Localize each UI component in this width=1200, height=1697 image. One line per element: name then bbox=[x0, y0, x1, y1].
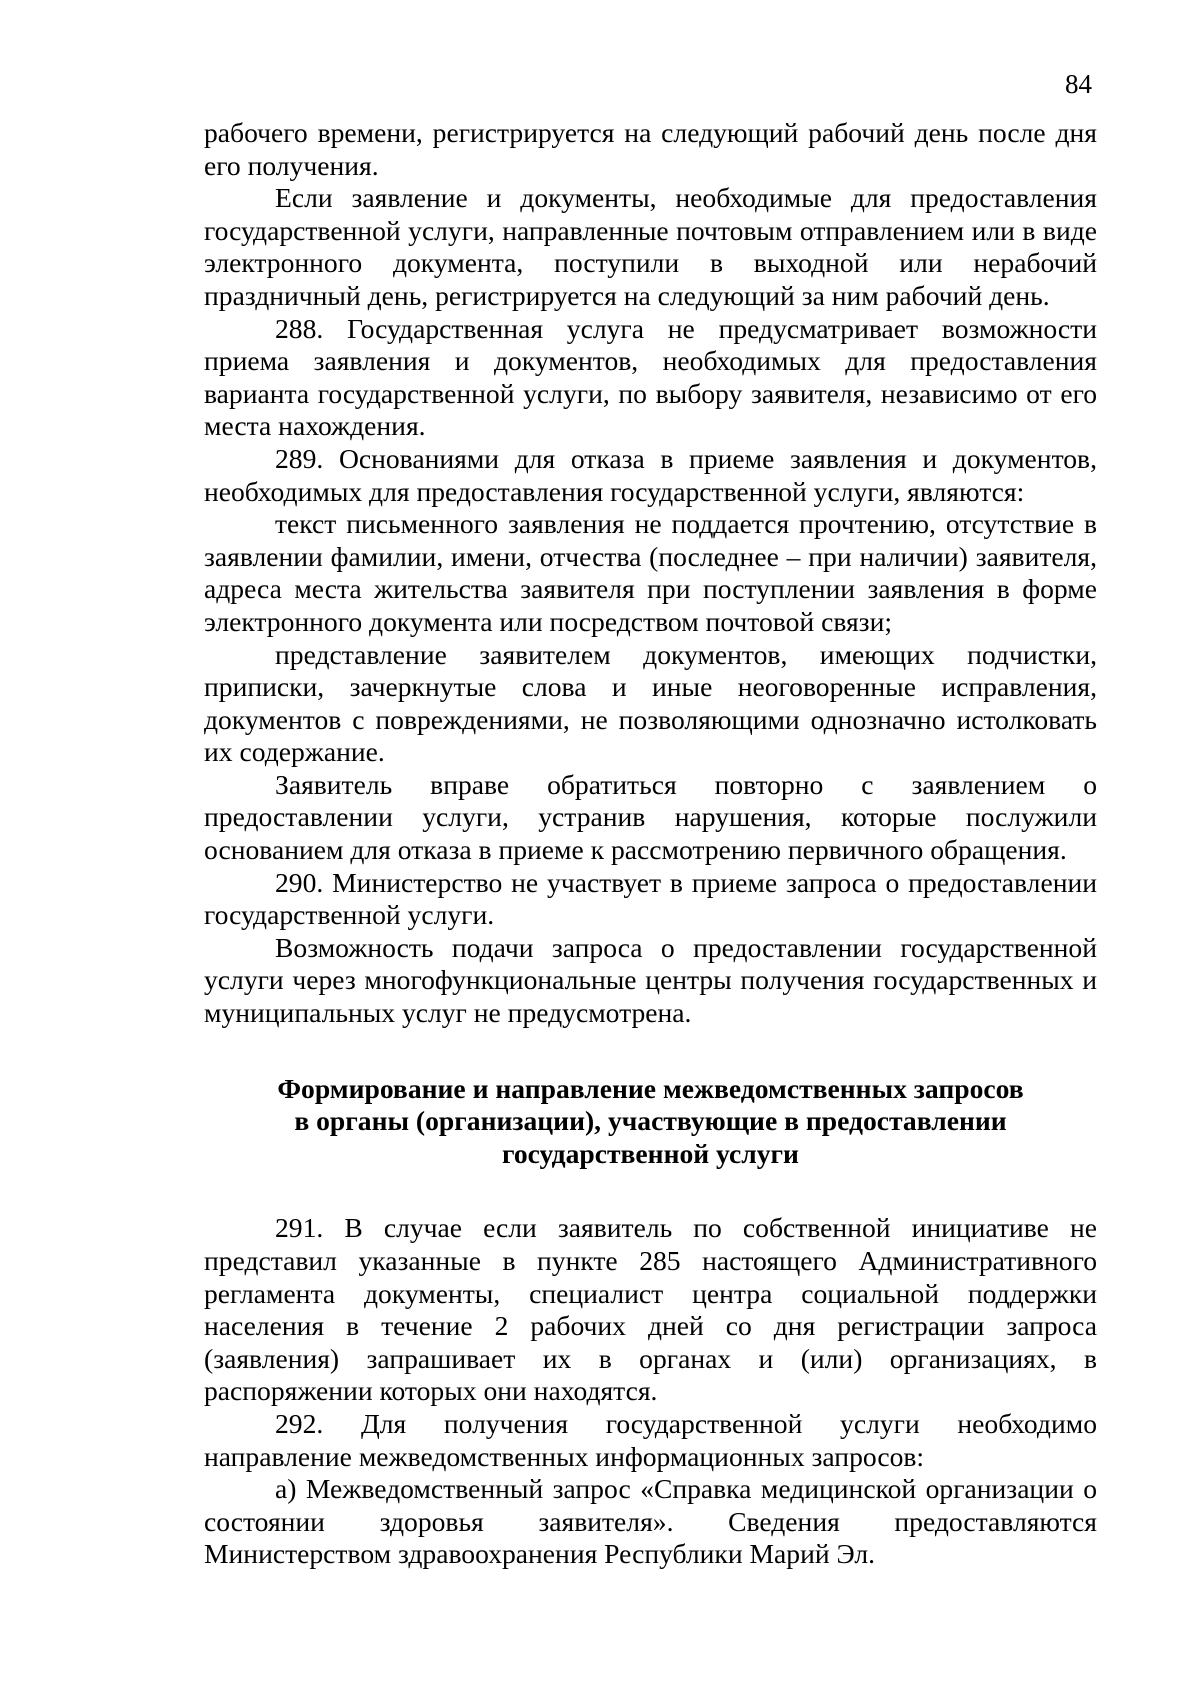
paragraph-289: 289. Основаниями для отказа в приеме заявления и документов, необходимых для предоставления государственной услуги, являются: bbox=[204, 442, 1097, 507]
section-heading-line: Формирование и направление межведомственных запросов bbox=[277, 1072, 1024, 1104]
paragraph-288: 288. Государственная услуга не предусматривает возможности приема заявления и документов, необходимых для предоставления варианта государственной услуги, по выбору заявителя, независимо от его места нахождения. bbox=[204, 312, 1097, 442]
paragraph: представление заявителем документов, имеющих подчистки, приписки, зачеркнутые слова и иные неоговоренные исправления, документов с повреждениями, не позволяющими однозначно истолковать их содержание. bbox=[204, 638, 1097, 768]
section-heading bbox=[204, 1073, 1097, 1171]
paragraph: Если заявление и документы, необходимые для предоставления государственной услуги, направленные почтовым отправлением или в виде электронного документа, поступили в выходной или нерабочий праздничный день, регистрируется на следующий за ним рабочий день. bbox=[204, 182, 1097, 311]
page-number: 84 bbox=[1065, 69, 1092, 99]
paragraph-290: 290. Министерство не участвует в приеме запроса о предоставлении государственной услуги. bbox=[204, 866, 1097, 931]
paragraph: Заявитель вправе обратиться повторно с заявлением о предоставлении услуги, устранив нарушения, которые послужили основанием для отказа в приеме к рассмотрению первичного обращения. bbox=[204, 768, 1097, 866]
document-body bbox=[204, 117, 1097, 1571]
paragraph-continuation: рабочего времени, регистрируется на следующий рабочий день после дня его получения. bbox=[204, 117, 1097, 181]
paragraph: Возможность подачи запроса о предоставлении государственной услуги через многофункциональные центры получения государственных и муниципальных услуг не предусмотрена. bbox=[204, 931, 1097, 1029]
paragraph-292: 292. Для получения государственной услуги необходимо направление межведомственных информационных запросов: bbox=[204, 1407, 1097, 1472]
paragraph-item-a: а) Межведомственный запрос «Справка медицинской организации о состоянии здоровья заявителя». Сведения предоставляются Министерством здравоохранения Республики Марий Эл. bbox=[204, 1473, 1097, 1570]
section-heading-line: государственной услуги bbox=[502, 1137, 799, 1169]
paragraph: текст письменного заявления не поддается прочтению, отсутствие в заявлении фамилии, имени, отчества (последнее – при наличии) заявителя, адреса места жительства заявителя при поступлении заявления в форме электронного документа или посредством почтовой связи; bbox=[204, 508, 1097, 637]
paragraph-291: 291. В случае если заявитель по собственной инициативе не представил указанные в пункте 285 настоящего Административного регламента документы, специалист центра социальной поддержки населения в течение 2 рабочих дней со дня регистрации запроса (заявления) запрашивает их в органах и (или) организациях, в распоряжении которых они находятся. bbox=[204, 1212, 1097, 1407]
section-heading-line: в органы (организации), участвующие в предоставлении bbox=[294, 1105, 1007, 1137]
